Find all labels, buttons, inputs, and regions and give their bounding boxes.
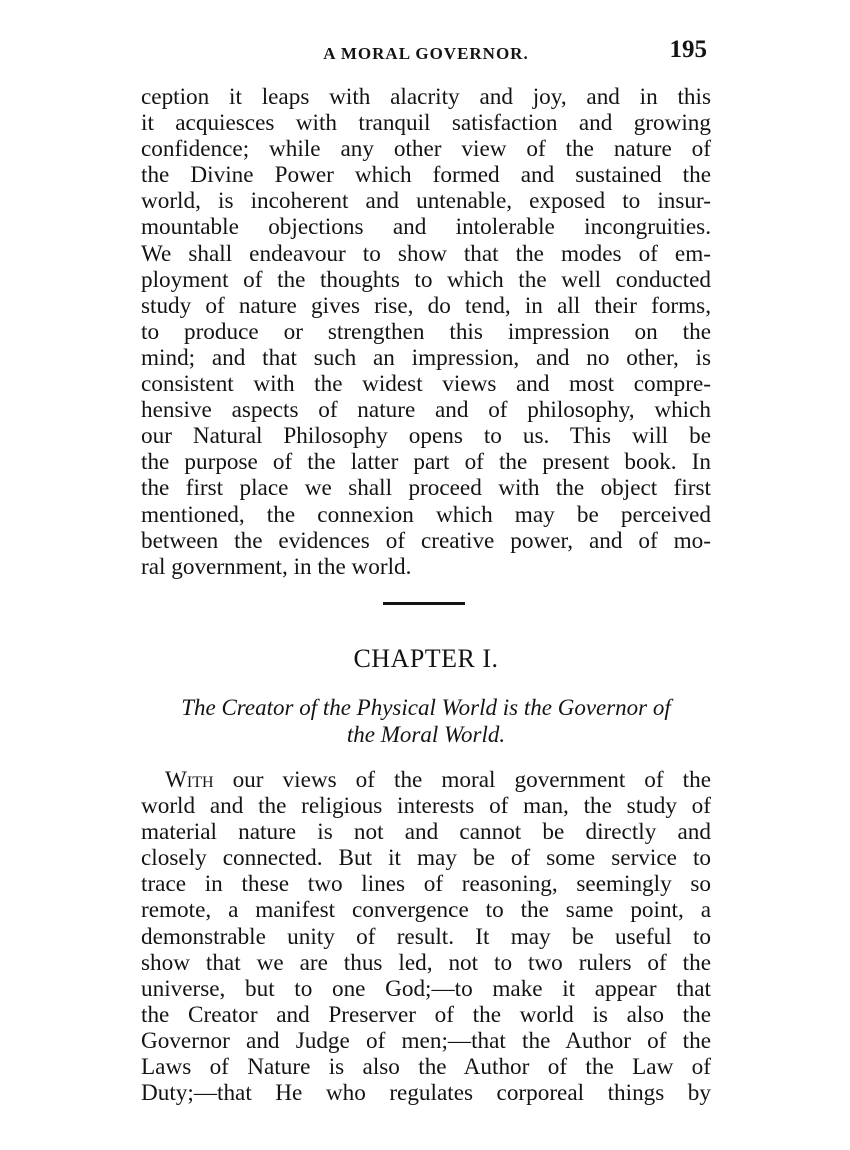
text-line: ral government, in the world. [141, 553, 412, 580]
text-line: world and the religious interests of man, the study of [141, 793, 711, 820]
text-line: it acquiesces with tranquil satisfaction and growing [141, 110, 711, 137]
text-line: material nature is not and cannot be directly and [141, 819, 711, 846]
text-line: the Divine Power which formed and sustained the [141, 162, 711, 189]
text-line: consistent with the widest views and most compre- [141, 371, 711, 398]
text-line: Governor and Judge of men;—that the Author of the [141, 1027, 711, 1054]
first-text-line [141, 767, 711, 793]
running-head [141, 36, 711, 68]
text-line: the first place we shall proceed with the object first [141, 475, 711, 502]
text-line: Duty;—that He who regulates corporeal things by [141, 1080, 711, 1107]
text-line: between the evidences of creative power, and of mo- [141, 527, 711, 554]
chapter-heading: CHAPTER I. [353, 644, 499, 673]
text-line: closely connected. But it may be of some service to [141, 845, 711, 872]
section-divider [383, 602, 465, 605]
text-line: the Creator and Preserver of the world is also the [141, 1001, 711, 1028]
text-line: hensive aspects of nature and of philosophy, which [141, 397, 711, 424]
text-line: universe, but to one God;—to make it appear that [141, 975, 711, 1002]
text-line: ception it leaps with alacrity and joy, and in this [141, 84, 711, 110]
text-line: the purpose of the latter part of the present book. In [141, 449, 711, 476]
page-number: 195 [669, 36, 707, 63]
text-line: remote, a manifest convergence to the same point, a [141, 897, 711, 924]
text-line: We shall endeavour to show that the modes of em- [141, 240, 711, 267]
text-line: Laws of Nature is also the Author of the Law of [141, 1054, 711, 1081]
text-line: demonstrable unity of result. It may be useful to [141, 923, 711, 950]
chapter-subtitle-line: the Moral World. [346, 722, 506, 747]
chapter-subtitle [141, 694, 711, 748]
text-line: world, is incoherent and untenable, exposed to insur- [141, 188, 711, 215]
text-line: study of nature gives rise, do tend, in all their forms, [141, 292, 711, 319]
text-line: mountable objections and intolerable incongruities. [141, 214, 711, 241]
first-line-rest: our views of the moral government of the [213, 767, 711, 793]
chapter-subtitle-line: The Creator of the Physical World is the Governor of [181, 695, 671, 720]
text-line: mentioned, the connexion which may be perceived [141, 501, 711, 528]
chapter-paragraph [141, 767, 711, 1106]
drop-word: With [165, 767, 214, 793]
text-line: trace in these two lines of reasoning, seemingly so [141, 871, 711, 898]
top-paragraph [141, 84, 711, 580]
text-line: our Natural Philosophy opens to us. This will be [141, 423, 711, 450]
running-title: A MORAL GOVERNOR. [323, 44, 529, 63]
text-line: ployment of the thoughts to which the well conducted [141, 266, 711, 293]
text-line: confidence; while any other view of the nature of [141, 136, 711, 163]
text-line: to produce or strengthen this impression on the [141, 318, 711, 345]
text-line: mind; and that such an impression, and no other, is [141, 344, 711, 371]
text-line: show that we are thus led, not to two rulers of the [141, 949, 711, 976]
